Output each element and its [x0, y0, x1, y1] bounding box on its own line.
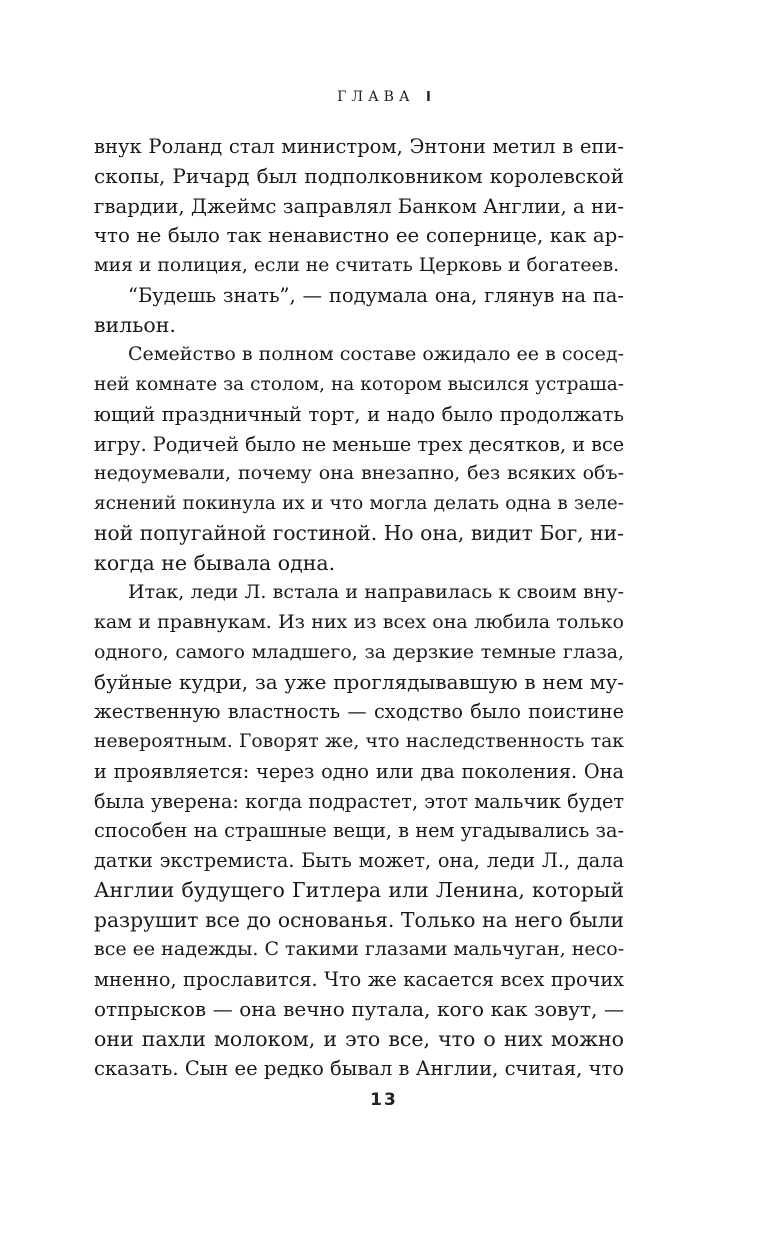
- text-line: буйные кудри, за уже проглядывавшую в нем му-: [94, 669, 624, 694]
- text-line: кам и правнукам. Из них из всех она любила только: [94, 611, 624, 633]
- text-line: ной попугайной гостиной. Но она, видит Бог, ни-: [94, 520, 624, 545]
- text-line: Семейство в полном составе ожидало ее в сосед-: [128, 343, 624, 366]
- text-line: все ее надежды. С такими глазами мальчуган, несо-: [94, 938, 624, 961]
- body-text: [94, 132, 624, 1084]
- text-line: “Будешь знать”, — подумала она, глянув на па-: [128, 283, 624, 307]
- chapter-label: ГЛАВА: [337, 89, 415, 105]
- text-line: разрушит все до основанья. Только на него были: [94, 907, 624, 932]
- page-number: 13: [370, 1090, 398, 1110]
- text-line: недоумевали, почему она внезапно, без всяких объ-: [94, 462, 624, 485]
- text-line: отпрысков — она вечно путала, кого как зовут, —: [94, 996, 624, 1021]
- text-line: Англии будущего Гитлера или Ленина, который: [94, 877, 624, 902]
- text-line: когда не бывала одна.: [94, 550, 336, 575]
- text-line: ней комнате за столом, на котором высился устраша-: [94, 374, 624, 395]
- text-line: гвардии, Джеймс заправлял Банком Англии, а ни-: [94, 194, 624, 218]
- running-head: [0, 89, 768, 105]
- text-line: ющий праздничный торт, и надо было продолжать: [94, 402, 624, 426]
- text-line: и проявляется: через одно или два поколения. Она: [94, 759, 624, 783]
- text-line: способен на страшные вещи, в нем угадывались за-: [94, 819, 624, 843]
- text-line: Итак, леди Л. встала и направилась к своим вну-: [128, 581, 624, 604]
- chapter-number: I: [426, 90, 431, 105]
- text-line: внук Роланд стал министром, Энтони метил в епи-: [94, 135, 624, 158]
- text-line: невероятным. Говорят же, что наследственность так: [94, 731, 624, 752]
- text-line: вильон.: [94, 312, 176, 337]
- text-line: одного, самого младшего, за дерзкие темные глаза,: [94, 640, 624, 663]
- text-line: яснений покинула их и что могла делать одна в зеле-: [94, 493, 624, 514]
- text-line: они пахли молоком, и это все, что о них можно: [94, 1026, 624, 1051]
- text-line: сказать. Сын ее редко бывал в Англии, считая, что: [94, 1057, 624, 1081]
- text-line: игру. Родичей было не меньше трех десятков, и все: [94, 432, 624, 456]
- text-line: датки экстремиста. Быть может, она, леди Л., дала: [94, 849, 624, 872]
- text-line: жественную властность — сходство было поистине: [94, 700, 624, 724]
- text-line: была уверена: когда подрастет, этот мальчик будет: [94, 789, 624, 813]
- text-line: скопы, Ричард был подполковником королевской: [94, 163, 624, 188]
- text-line: мия и полиция, если не считать Церковь и богатеев.: [94, 255, 620, 276]
- text-line: мненно, прославится. Что же касается всех прочих: [94, 968, 624, 991]
- text-line: что не было так ненавистно ее сопернице, как ар-: [94, 224, 624, 248]
